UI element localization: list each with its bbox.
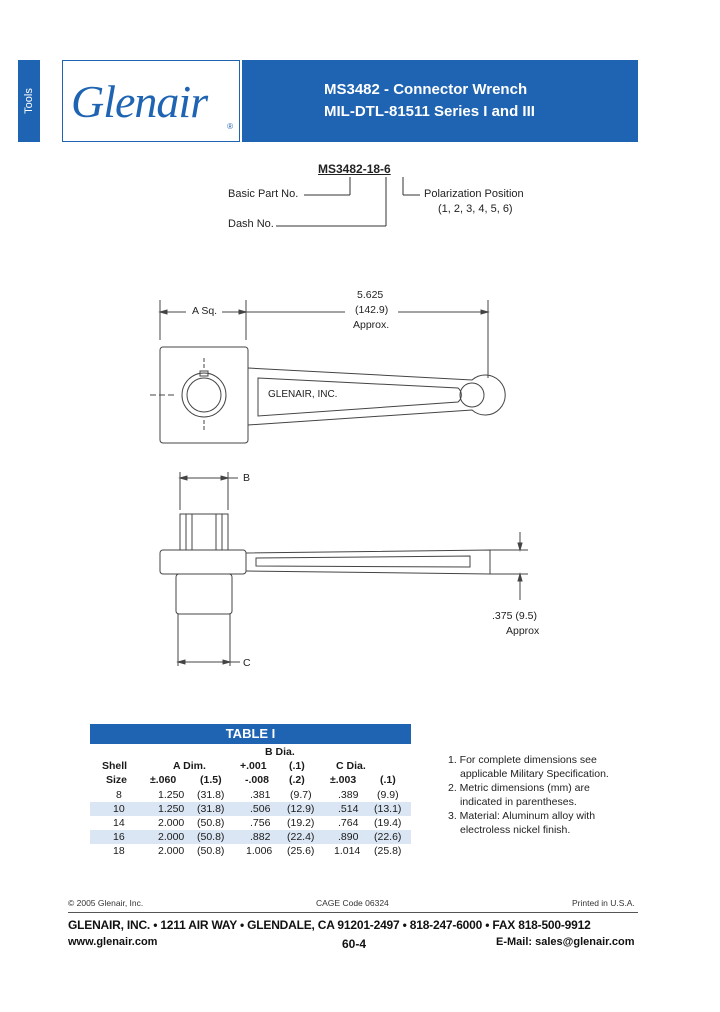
socket-inner (187, 378, 221, 412)
cell-a: 2.000 (158, 817, 185, 829)
length-arrow-right (481, 310, 488, 314)
printed-in: Printed in U.S.A. (572, 898, 635, 908)
note-2-line-1: 2. Metric dimensions (mm) are (448, 782, 590, 794)
socket-bottom (176, 574, 232, 614)
table-row (90, 802, 411, 816)
cell-a-mm: (31.8) (197, 789, 225, 801)
note-3-line-1: 3. Material: Aluminum alloy with (448, 810, 596, 822)
cell-c: .389 (338, 789, 359, 801)
dash-number-label: Dash No. (228, 218, 274, 230)
a-sq-arrow-left (160, 310, 167, 314)
header-shell: Shell (102, 760, 128, 772)
cell-c-mm: (25.8) (374, 845, 402, 857)
dimension-table (90, 724, 411, 860)
a-sq-label: A Sq. (192, 305, 218, 317)
b-label: B (243, 472, 251, 484)
a-sq-arrow-right (239, 310, 246, 314)
cell-a-mm: (50.8) (197, 845, 225, 857)
page-number: 60-4 (342, 937, 367, 951)
table-row (90, 844, 411, 858)
cell-shell: 14 (113, 817, 125, 829)
cell-b: 1.006 (246, 845, 273, 857)
table-row (90, 816, 411, 830)
header-b-tol-plus-mm: (.1) (289, 760, 305, 772)
thick-arrow-bottom (518, 574, 522, 581)
thickness-approx-label: Approx (506, 625, 540, 637)
header-c-dia: C Dia. (336, 760, 366, 772)
table-row (90, 788, 411, 802)
table-title: TABLE I (90, 724, 411, 744)
thick-arrow-top (518, 543, 522, 550)
handle-hole (460, 383, 484, 407)
header-c-tol: ±.003 (330, 774, 357, 786)
c-arrow-left (178, 660, 185, 664)
b-arrow-right (221, 476, 228, 480)
cell-c: .764 (338, 817, 359, 829)
header-a-tol-mm: (1.5) (200, 774, 222, 786)
cell-b-mm: (19.2) (287, 817, 315, 829)
cell-a-mm: (31.8) (197, 803, 225, 815)
cell-b-mm: (22.4) (287, 831, 315, 843)
socket-outer (182, 373, 226, 417)
b-arrow-left (180, 476, 187, 480)
c-label: C (243, 657, 251, 669)
cell-a: 1.250 (158, 803, 185, 815)
wrench-side-view (0, 470, 720, 670)
header-a-tol: ±.060 (150, 774, 177, 786)
note-1-line-1: 1. For complete dimensions see (448, 754, 597, 766)
cell-c-mm: (22.6) (374, 831, 402, 843)
length-in-label: 5.625 (357, 289, 384, 301)
cell-c-mm: (9.9) (377, 789, 399, 801)
email-link[interactable]: E-Mail: sales@glenair.com (496, 936, 635, 948)
registered-mark: ® (227, 122, 233, 131)
note-1-line-2: applicable Military Specification. (460, 768, 609, 780)
cell-shell: 8 (116, 789, 122, 801)
header-b-tol-minus: -.008 (245, 774, 269, 786)
logo-wordmark: Glenair (71, 76, 208, 127)
cell-a-mm: (50.8) (197, 817, 225, 829)
footer-rule (68, 912, 638, 913)
cell-a: 2.000 (158, 845, 185, 857)
cell-c-mm: (13.1) (374, 803, 402, 815)
cell-b-mm: (12.9) (287, 803, 315, 815)
head-plate (160, 550, 246, 574)
table-row (90, 830, 411, 844)
table-header (90, 744, 411, 788)
part-number-leader-lines (0, 0, 720, 260)
socket-top (180, 514, 228, 550)
website-link[interactable]: www.glenair.com (68, 936, 158, 948)
cell-b: .756 (250, 817, 271, 829)
basic-part-label: Basic Part No. (228, 188, 299, 200)
header-b-dia: B Dia. (265, 746, 295, 758)
copyright: © 2005 Glenair, Inc. (68, 898, 144, 908)
handle-side-recess (256, 556, 470, 567)
cell-b: .882 (250, 831, 271, 843)
note-3-line-2: electroless nickel finish. (460, 824, 571, 836)
section-tab-label: Tools (23, 88, 35, 114)
thickness-label: .375 (9.5) (492, 610, 537, 622)
handle-side (246, 550, 490, 574)
header-size: Size (106, 774, 128, 786)
title-line-2: MIL-DTL-81511 Series I and III (324, 103, 535, 120)
header-a-dim: A Dim. (173, 760, 206, 772)
cell-a-mm: (50.8) (197, 831, 225, 843)
note-2-line-2: indicated in parentheses. (460, 796, 577, 808)
cell-b-mm: (25.6) (287, 845, 315, 857)
cell-a: 1.250 (158, 789, 185, 801)
cell-c-mm: (19.4) (374, 817, 402, 829)
handle-imprint: GLENAIR, INC. (268, 389, 338, 400)
cell-shell: 16 (113, 831, 125, 843)
company-address: GLENAIR, INC. • 1211 AIR WAY • GLENDALE, CA 91201-2497 • 818-247-6000 • FAX 818-500-9912 (68, 918, 591, 932)
cell-shell: 10 (113, 803, 125, 815)
cell-b: .506 (250, 803, 271, 815)
length-approx-label: Approx. (353, 319, 390, 331)
cell-shell: 18 (113, 845, 125, 857)
polarization-values: (1, 2, 3, 4, 5, 6) (438, 203, 513, 215)
cage-code: CAGE Code 06324 (316, 898, 389, 908)
cell-c: 1.014 (334, 845, 361, 857)
cell-c: .514 (338, 803, 359, 815)
cell-b: .381 (250, 789, 271, 801)
cell-b-mm: (9.7) (290, 789, 312, 801)
cell-a: 2.000 (158, 831, 185, 843)
header-b-tol-minus-mm: (.2) (289, 774, 305, 786)
polarization-label: Polarization Position (424, 188, 524, 200)
cell-c: .890 (338, 831, 359, 843)
title-line-1: MS3482 - Connector Wrench (324, 81, 528, 98)
header-c-tol-mm: (.1) (380, 774, 396, 786)
part-number-example: MS3482-18-6 (318, 162, 391, 176)
header-b-tol-plus: +.001 (240, 760, 267, 772)
c-arrow-right (223, 660, 230, 664)
length-mm-label: (142.9) (355, 304, 389, 316)
